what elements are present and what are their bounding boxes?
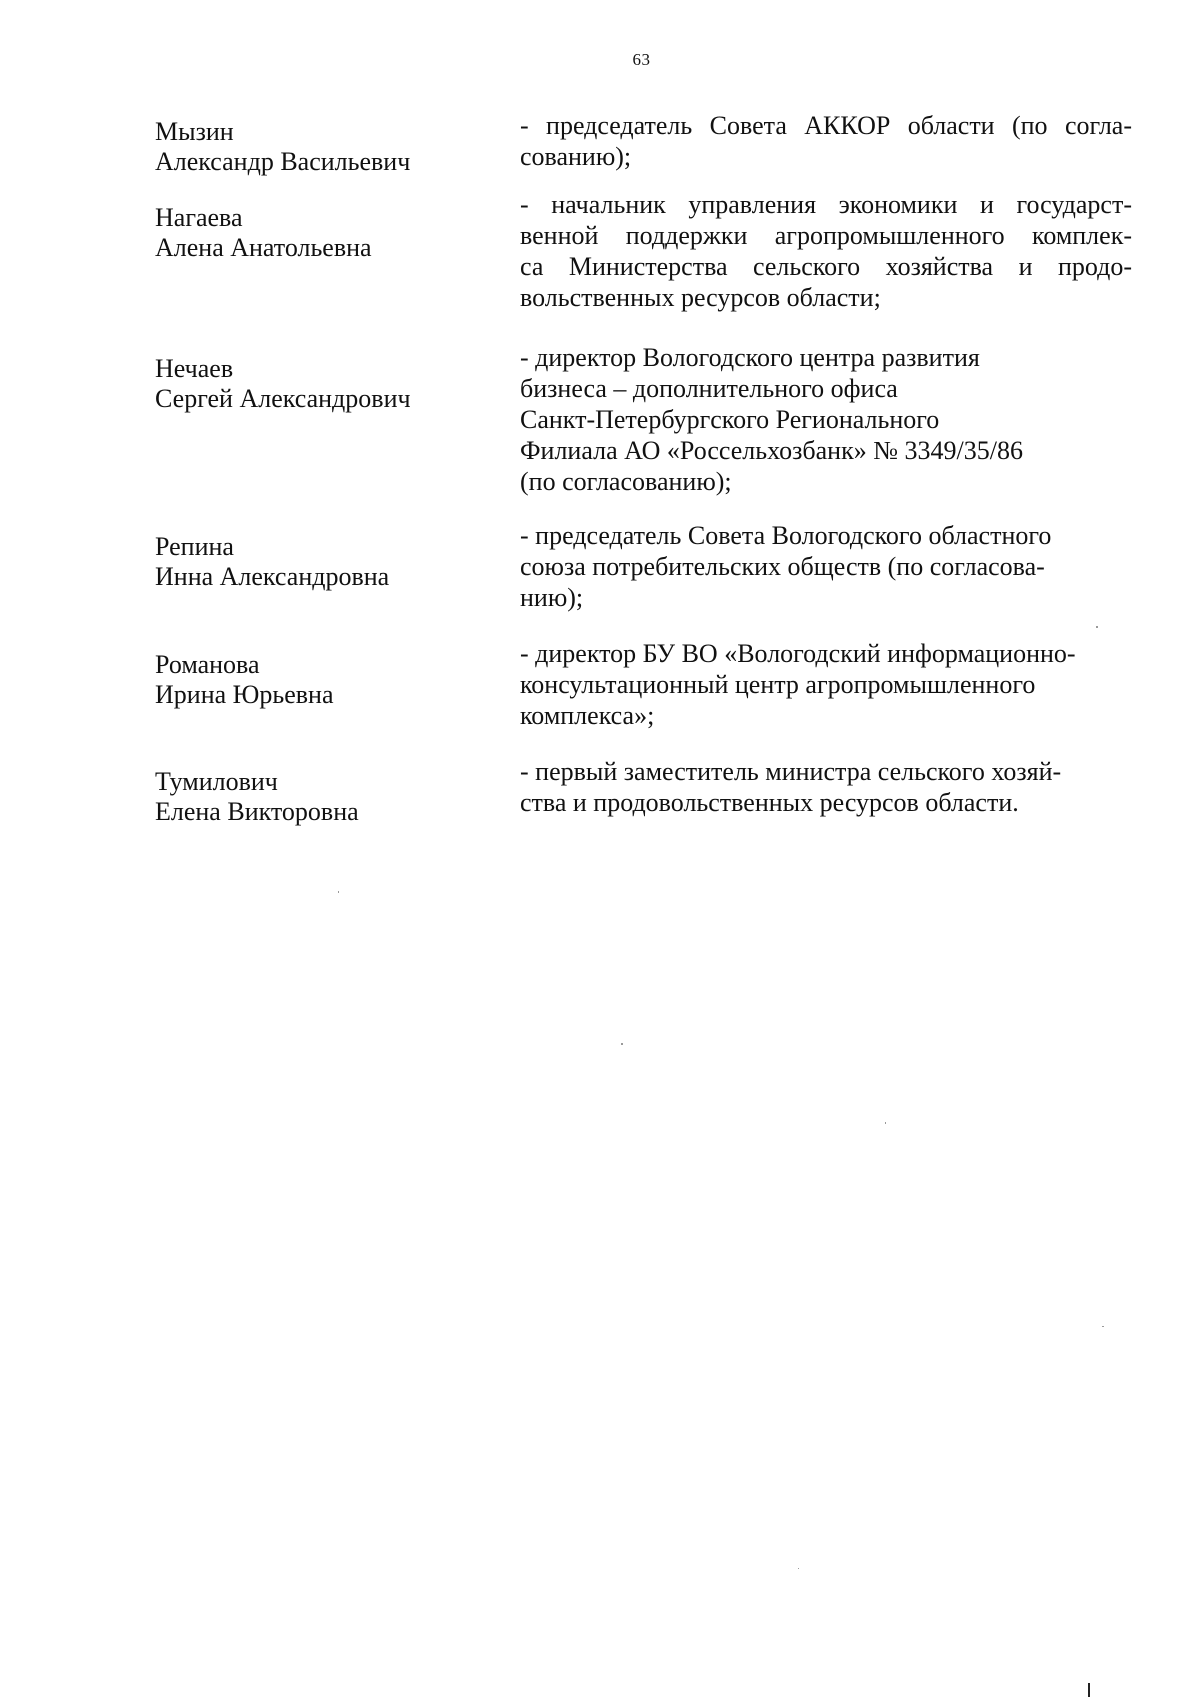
role-line: - начальник управления экономики и государст- bbox=[520, 190, 1132, 219]
role-line: - председатель Совета Вологодского областного bbox=[520, 521, 1052, 550]
member-surname: Нагаева bbox=[155, 203, 243, 232]
role-line: ства и продовольственных ресурсов области. bbox=[520, 788, 1019, 817]
member-given-names: Алена Анатольевна bbox=[155, 233, 372, 262]
member-role bbox=[520, 520, 1132, 613]
role-line: - председатель Совета АККОР области (по согла- bbox=[520, 111, 1132, 140]
role-line: нию); bbox=[520, 583, 584, 612]
page-number: 63 bbox=[632, 50, 651, 69]
scan-edge-mark bbox=[1088, 1683, 1090, 1697]
role-line: венной поддержки агропромышленного комплек- bbox=[520, 221, 1132, 250]
member-surname: Тумилович bbox=[155, 767, 278, 796]
role-line: Санкт-Петербургского Регионального bbox=[520, 405, 940, 434]
member-name bbox=[155, 203, 495, 263]
scan-speck bbox=[1096, 626, 1098, 628]
scan-speck bbox=[621, 1043, 623, 1045]
scan-speck bbox=[885, 1122, 886, 1124]
scan-speck bbox=[338, 891, 339, 893]
member-surname: Репина bbox=[155, 532, 234, 561]
scan-speck bbox=[1102, 1326, 1104, 1327]
role-line: сованию); bbox=[520, 142, 632, 171]
role-line: вольственных ресурсов области; bbox=[520, 283, 881, 312]
member-role bbox=[520, 638, 1132, 731]
member-name bbox=[155, 354, 495, 414]
member-name bbox=[155, 117, 495, 177]
role-line: - директор БУ ВО «Вологодский информационно- bbox=[520, 639, 1076, 668]
role-line: бизнеса – дополнительного офиса bbox=[520, 374, 898, 403]
role-line: комплекса»; bbox=[520, 701, 655, 730]
member-name bbox=[155, 767, 495, 827]
role-line: союза потребительских обществ (по согласова- bbox=[520, 552, 1045, 581]
member-role bbox=[520, 110, 1132, 172]
role-line: - директор Вологодского центра развития bbox=[520, 343, 980, 372]
member-name bbox=[155, 532, 495, 592]
role-line: са Министерства сельского хозяйства и продо- bbox=[520, 252, 1132, 281]
member-given-names: Ирина Юрьевна bbox=[155, 680, 334, 709]
role-line: консультационный центр агропромышленного bbox=[520, 670, 1036, 699]
role-line: Филиала АО «Россельхозбанк» № 3349/35/86 bbox=[520, 436, 1023, 465]
scan-speck bbox=[798, 1568, 799, 1569]
member-role bbox=[520, 189, 1132, 313]
member-role bbox=[520, 342, 1132, 497]
member-given-names: Сергей Александрович bbox=[155, 384, 411, 413]
member-surname: Мызин bbox=[155, 117, 234, 146]
member-given-names: Елена Викторовна bbox=[155, 797, 359, 826]
role-line: (по согласованию); bbox=[520, 467, 732, 496]
member-given-names: Александр Васильевич bbox=[155, 147, 411, 176]
member-name bbox=[155, 650, 495, 710]
role-line: - первый заместитель министра сельского хозяй- bbox=[520, 757, 1062, 786]
member-given-names: Инна Александровна bbox=[155, 562, 390, 591]
member-surname: Нечаев bbox=[155, 354, 234, 383]
member-role bbox=[520, 756, 1132, 818]
member-surname: Романова bbox=[155, 650, 260, 679]
